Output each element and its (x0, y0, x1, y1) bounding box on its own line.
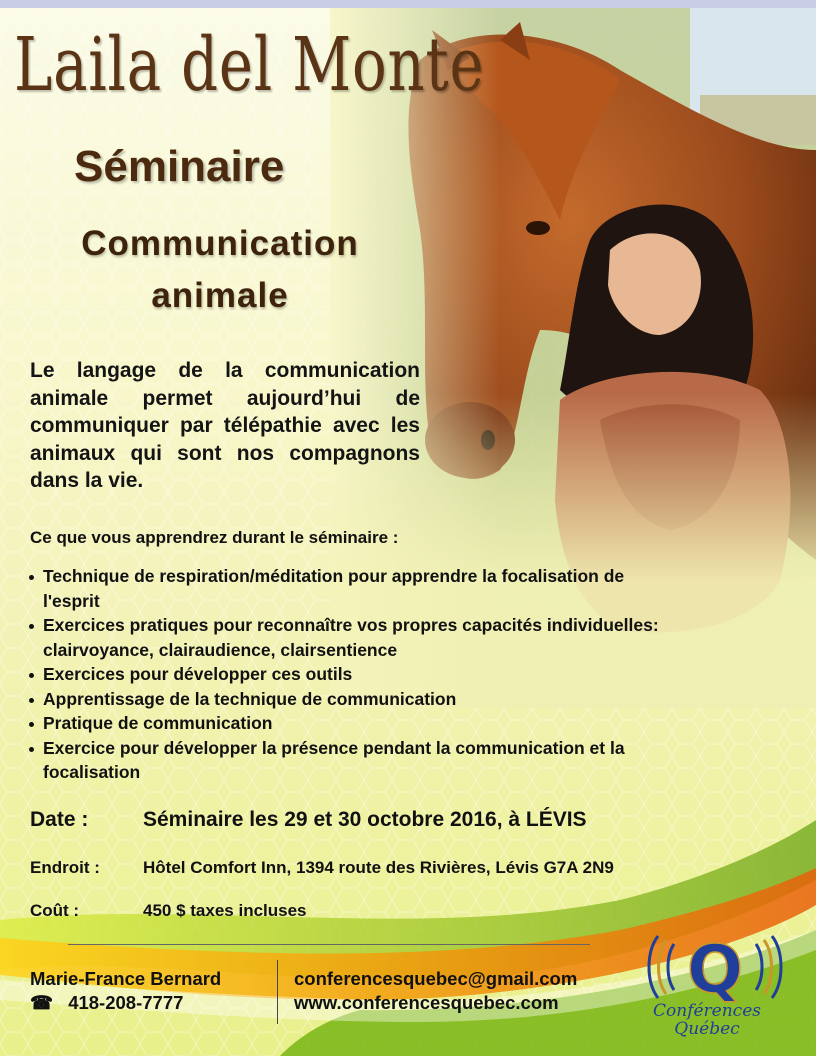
list-item-text: Exercice pour développer la présence pendant la communication et la focalisation (43, 737, 625, 782)
learn-heading: Ce que vous apprendrez durant le séminaire : (30, 528, 399, 547)
place-label: Endroit : (30, 858, 100, 877)
place-value: Hôtel Comfort Inn, 1394 route des Rivières, Lévis G7A 2N9 (143, 858, 614, 877)
telephone-icon: ☎ (30, 992, 54, 1013)
contact-email[interactable]: conferencesquebec@gmail.com (294, 968, 578, 989)
logo-line-1: Conférences (653, 1001, 761, 1021)
contact-divider (277, 960, 278, 1024)
page-subtitle (0, 218, 440, 322)
subtitle-line-2: animale (151, 276, 289, 315)
divider (68, 944, 590, 945)
contact-name: Marie-France Bernard (30, 968, 222, 989)
bullet-icon (29, 747, 34, 752)
learning-list (28, 564, 668, 785)
list-item-text: Technique de respiration/méditation pour apprendre la focalisation de l'esprit (43, 566, 625, 611)
bullet-icon (29, 673, 34, 678)
bullet-icon (29, 722, 34, 727)
page-title: Séminaire (74, 142, 285, 191)
list-item-text: Exercices pour développer ces outils (43, 664, 353, 684)
contact-phone (30, 992, 183, 1014)
list-item (28, 711, 668, 736)
list-item-text: Exercices pratiques pour reconnaître vos propres capacités individuelles: clairvoyance, clairaudience, clairsentience (43, 615, 659, 660)
phone-number[interactable]: 418-208-7777 (68, 992, 184, 1013)
logo-line-2: Québec (674, 1019, 740, 1039)
list-item (28, 687, 668, 712)
bullet-icon (29, 624, 34, 629)
list-item-text: Pratique de communication (43, 713, 273, 733)
logo-letter: Q (686, 931, 744, 1008)
date-label: Date : (30, 808, 89, 831)
list-item (28, 736, 668, 785)
list-item-text: Apprentissage de la technique de communication (43, 688, 457, 709)
cost-value: 450 $ taxes incluses (143, 901, 307, 920)
date-value: Séminaire les 29 et 30 octobre 2016, à LÉVIS (143, 808, 587, 831)
list-item (28, 662, 668, 687)
list-item (28, 613, 668, 662)
cost-label: Coût : (30, 901, 80, 920)
bullet-icon (29, 575, 34, 580)
intro-paragraph: Le langage de la communication animale permet aujourd’hui de communiquer par télépathie avec les animaux qui sont nos compagnons dans la vie. (30, 359, 420, 492)
bullet-icon (29, 698, 34, 703)
brand-name: Laila del Monte (14, 22, 485, 108)
subtitle-line-1: Communication (81, 224, 359, 263)
list-item (28, 564, 668, 613)
contact-website[interactable]: www.conferencesquebec.com (294, 992, 559, 1013)
top-band (0, 0, 816, 8)
